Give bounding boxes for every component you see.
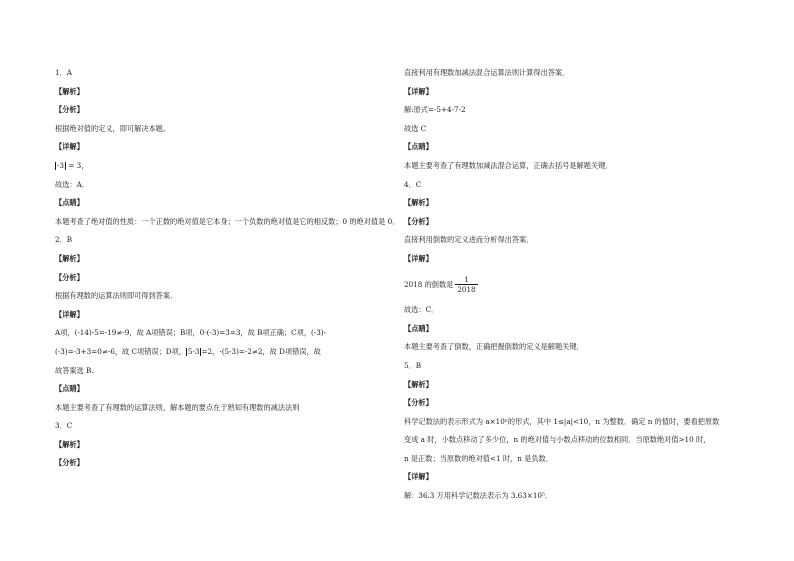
q5-jiexi-heading: 【解析】 bbox=[404, 379, 433, 389]
right-column bbox=[404, 68, 749, 510]
q3-jiexi-heading: 【解析】 bbox=[55, 439, 84, 449]
q5-xiangjie-heading: 【详解】 bbox=[404, 472, 433, 482]
q4-xiangjie-heading: 【详解】 bbox=[404, 253, 433, 263]
q2-jiexi-heading: 【解析】 bbox=[55, 253, 84, 263]
q2-dianjing-heading: 【点睛】 bbox=[55, 384, 84, 394]
q3-choice: 故选 C bbox=[404, 123, 427, 133]
q3-fenxi-heading: 【分析】 bbox=[55, 458, 84, 468]
q2-dianjing-text: 本题主要考查了有理数的运算法则，解本题的要点在于熟知有理数的减法法则 bbox=[55, 402, 300, 412]
q4-reciprocal-line bbox=[404, 273, 749, 297]
q1-dianjing-text: 本题考查了绝对值的性质：一个正数的绝对值是它本身；一个负数的绝对值是它的相反数；0 的绝对值是 0． bbox=[55, 216, 400, 226]
q5-fenxi-line1: 科学记数法的表示形式为 a×10ⁿ的形式，其中 1≤|a|<10，n 为整数．确定 n 的值时，要看把原数 bbox=[404, 416, 720, 426]
q4-fraction-denominator: 2018 bbox=[457, 285, 476, 295]
q1-formula-rest: = 3， bbox=[68, 160, 89, 170]
q2-detail-line2 bbox=[55, 347, 400, 357]
q2-fenxi-heading: 【分析】 bbox=[55, 272, 84, 282]
q3-fenxi-text: 直接利用有理数加减法混合运算法则计算得出答案． bbox=[404, 68, 570, 77]
q2-xiangjie-heading: 【详解】 bbox=[55, 309, 84, 319]
q5-fenxi-line3: n 是正数；当原数的绝对值<1 时，n 是负数． bbox=[404, 453, 553, 463]
q1-fenxi-text: 根据绝对值的定义，即可解决本题。 bbox=[55, 123, 171, 133]
q4-fraction bbox=[455, 275, 477, 294]
q3-answer: 3．C bbox=[55, 421, 73, 431]
q1-xiangjie-heading: 【详解】 bbox=[55, 142, 84, 152]
q3-dianjing-heading: 【点睛】 bbox=[404, 142, 433, 152]
q3-xiangjie-heading: 【详解】 bbox=[404, 86, 433, 96]
q4-jiexi-heading: 【解析】 bbox=[404, 198, 433, 208]
q2-detail-line2-b: =2，-(5-3)=-2≠2，故 D项错误，故 bbox=[201, 346, 321, 356]
q1-answer: 1．A bbox=[55, 68, 72, 77]
q2-abs-value: 5-3 bbox=[187, 346, 200, 356]
q5-calculation: 解：36.3 万用科学记数法表示为 3.63×10⁵． bbox=[404, 491, 553, 501]
q1-fenxi-heading: 【分析】 bbox=[55, 105, 84, 115]
q2-detail-line2-a: (-3)=-3+3=0≠-6，故 C项错误；D项， bbox=[55, 346, 186, 356]
q1-dianjing-heading: 【点睛】 bbox=[55, 198, 84, 208]
q3-dianjing-text: 本题主要考查了有理数加减法混合运算，正确去括号是解题关键． bbox=[404, 160, 613, 170]
q4-fraction-numerator: 1 bbox=[464, 275, 469, 285]
left-column bbox=[55, 68, 400, 477]
q4-fenxi-text: 直接利用倒数的定义进而分析得出答案． bbox=[404, 235, 534, 245]
q2-answer: 2．B bbox=[55, 235, 73, 245]
q5-answer: 5．B bbox=[404, 360, 422, 370]
q1-formula bbox=[55, 161, 400, 171]
q4-dianjing-heading: 【点睛】 bbox=[404, 323, 433, 333]
q4-reciprocal-text: 2018 的倒数是 bbox=[404, 279, 454, 289]
q4-answer: 4．C bbox=[404, 179, 422, 189]
q1-choice: 故选：A． bbox=[55, 179, 89, 189]
q1-abs-value: -3 bbox=[57, 160, 65, 170]
q5-fenxi-line2: 变成 a 时，小数点移动了多少位，n 的绝对值与小数点移动的位数相同．当原数绝对值>10 时， bbox=[404, 435, 711, 445]
q5-fenxi-heading: 【分析】 bbox=[404, 398, 433, 408]
q2-detail-line1: A项，(-14)-5=-19≠-9，故 A项错误；B项，0-(-3)=3=3，故 B项正确；C项，(-3)- bbox=[55, 328, 327, 338]
q4-dianjing-text: 本题主要考查了倒数，正确把握倒数的定义是解题关键． bbox=[404, 342, 584, 352]
q3-calculation: 解:原式=-5+4-7-2 bbox=[404, 105, 466, 115]
q4-fenxi-heading: 【分析】 bbox=[404, 216, 433, 226]
q4-choice: 故选：C． bbox=[404, 305, 439, 315]
q2-fenxi-text: 根据有理数的运算法则即可得到答案. bbox=[55, 291, 173, 301]
q1-jiexi-heading: 【解析】 bbox=[55, 86, 84, 96]
q2-choice: 故答案选 B. bbox=[55, 365, 94, 375]
